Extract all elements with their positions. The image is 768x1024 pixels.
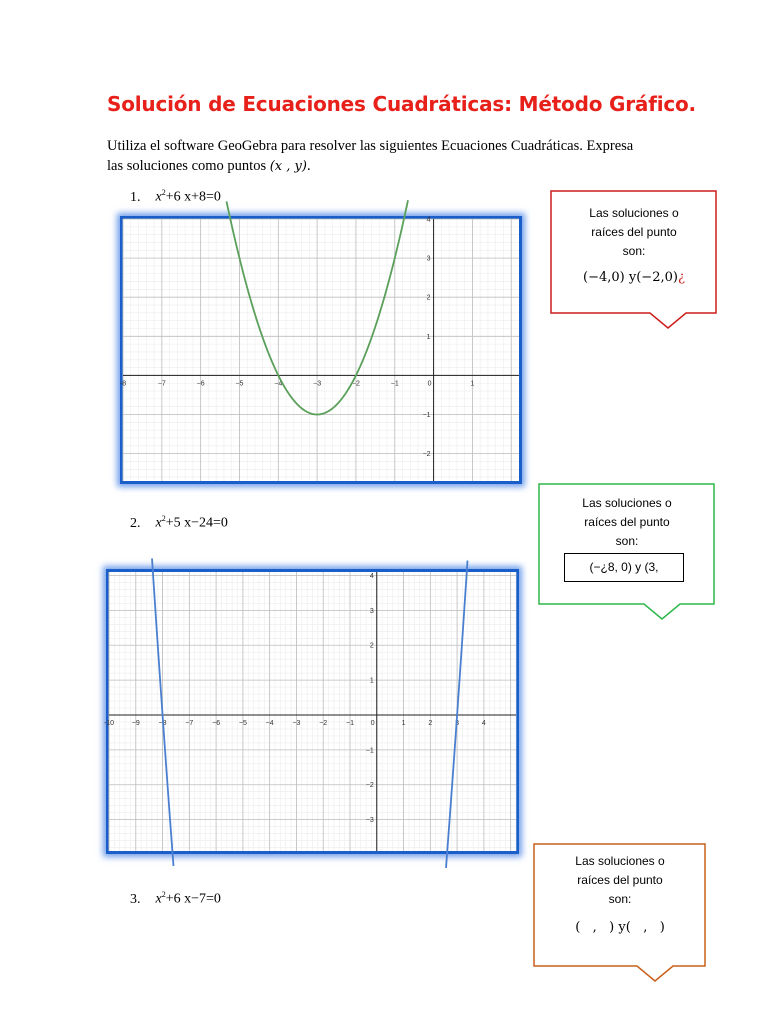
y-tick-label: 3 [426,255,431,263]
x-tick-label: −3 [313,380,322,388]
intro-line-1: Utiliza el software GeoGebra para resolver las siguientes Ecuaciones Cuadráticas. Expresa [107,138,634,154]
intro-paragraph [107,136,667,177]
y-tick-label: 2 [426,294,431,302]
callout-line: son: [608,892,632,906]
intro-points: (x , y) [269,159,307,174]
y-tick-label: 4 [369,572,374,580]
page-title: Solución de Ecuaciones Cuadráticas: Método Gráfico. [107,92,696,116]
y-tick-label: 4 [426,216,431,224]
y-tick-label: −2 [422,451,431,459]
y-tick-label: −2 [365,782,374,790]
graph-2 [103,569,519,854]
graph-1-plot [119,216,519,481]
x-tick-label: -10 [103,719,115,727]
x-tick-label: 0 [370,719,375,727]
x-tick-label: −2 [319,719,328,727]
eq-rest: +5 x−24=0 [165,515,228,531]
eq-var: x [155,189,162,205]
callout-line: Las soluciones o [589,206,679,220]
callout-line: son: [615,534,639,548]
exercise-3 [130,890,221,908]
x-tick-label: 4 [481,719,486,727]
answer-input-box[interactable]: (−¿8, 0) y (3, [564,553,684,582]
x-tick-label: 3 [455,719,460,727]
callout-line: Las soluciones o [582,496,672,510]
y-tick-label: 3 [369,607,374,615]
x-tick-label: −4 [274,380,283,388]
answer-marker: ¿ [677,270,685,285]
y-tick-label: −1 [422,412,431,420]
x-tick-label: −5 [235,380,244,388]
x-tick-label: 0 [427,380,432,388]
callout-answer: ( , ) y( , ) [575,920,665,935]
y-tick-label: 1 [426,333,431,341]
eq-var: x [155,515,162,531]
callout-line: raíces del punto [584,515,670,529]
eq-rest: +6 x+8=0 [165,189,221,205]
x-tick-label: 1 [470,380,475,388]
callout-line: raíces del punto [577,873,663,887]
y-tick-label: −1 [365,747,374,755]
eq-exp: 2 [161,890,166,899]
x-tick-label: −7 [185,719,194,727]
answer-callout-1 [550,190,718,330]
x-tick-label: −3 [292,719,301,727]
y-tick-label: −3 [365,817,374,825]
callout-text [533,852,707,909]
x-tick-label: −4 [265,719,274,727]
answer-callout-2 [538,483,716,623]
callout-text [538,494,716,551]
y-tick-label: 2 [369,642,374,650]
x-tick-label: −6 [196,380,205,388]
exercise-number: 2. [130,515,141,531]
x-tick-label: −7 [157,380,166,388]
callout-answer [550,270,718,285]
callout-line: son: [622,244,646,258]
x-tick-label: 2 [428,719,433,727]
x-tick-label: −1 [390,380,399,388]
eq-rest: +6 x−7=0 [165,891,221,907]
callout-line: Las soluciones o [575,854,665,868]
x-tick-label: -8 [119,380,127,388]
exercise-number: 3. [130,891,141,907]
exercise-2 [130,514,228,532]
callout-text [550,204,718,261]
graph-1 [120,216,522,484]
answer-value: (−4,0) y(−2,0) [583,270,678,285]
exercise-1 [130,188,221,206]
intro-end: . [306,158,311,174]
x-tick-label: −9 [131,719,140,727]
x-tick-label: −6 [212,719,221,727]
intro-line-2: las soluciones como puntos [107,158,270,174]
exercise-number: 1. [130,189,141,205]
graph-2-plot [103,572,516,851]
eq-exp: 2 [161,514,166,523]
x-tick-label: −2 [351,380,360,388]
x-tick-label: 1 [401,719,406,727]
answer-callout-3 [533,843,707,985]
eq-var: x [155,891,162,907]
x-tick-label: −8 [158,719,167,727]
function-curve [152,558,468,868]
x-tick-label: −5 [238,719,247,727]
eq-exp: 2 [161,188,166,197]
x-tick-label: −1 [345,719,354,727]
callout-line: raíces del punto [591,225,677,239]
y-tick-label: 1 [369,677,374,685]
